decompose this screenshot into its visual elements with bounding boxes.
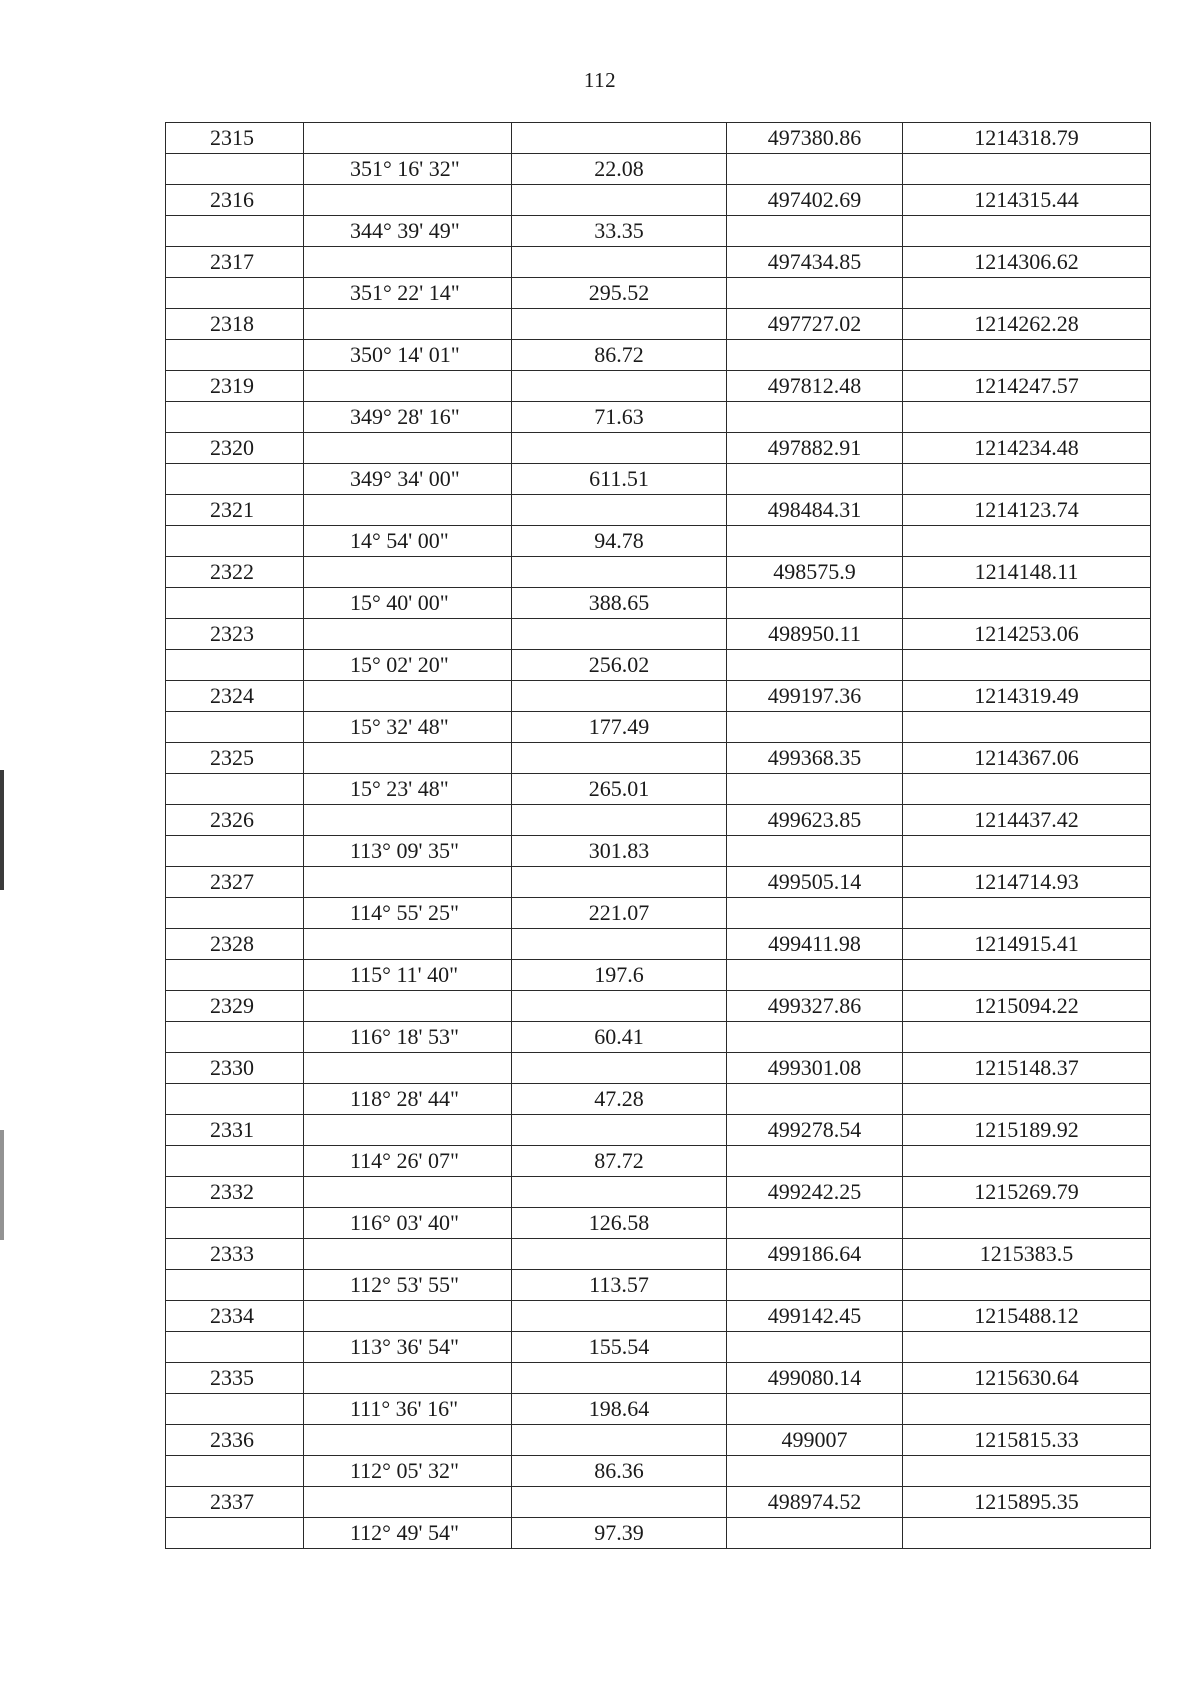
easting-value-cell (903, 1208, 1151, 1239)
northing-value-cell: 499505.14 (727, 867, 903, 898)
bearing-value-cell (304, 805, 512, 836)
bearing-value-cell (304, 1301, 512, 1332)
table-row-station (166, 681, 1151, 712)
easting-value-cell: 1214319.49 (903, 681, 1151, 712)
table-row-course (166, 1270, 1151, 1301)
northing-value-cell: 499242.25 (727, 1177, 903, 1208)
northing-value-cell: 499278.54 (727, 1115, 903, 1146)
station-number-cell (166, 154, 304, 185)
table-row-course (166, 1518, 1151, 1549)
table-row-course (166, 1022, 1151, 1053)
distance-value-cell (512, 867, 727, 898)
distance-value-cell: 60.41 (512, 1022, 727, 1053)
bearing-value-cell: 350° 14' 01" (304, 340, 512, 371)
station-number-cell (166, 774, 304, 805)
easting-value-cell: 1215189.92 (903, 1115, 1151, 1146)
distance-value-cell (512, 123, 727, 154)
easting-value-cell: 1215269.79 (903, 1177, 1151, 1208)
distance-value-cell: 256.02 (512, 650, 727, 681)
northing-value-cell: 499186.64 (727, 1239, 903, 1270)
distance-value-cell: 198.64 (512, 1394, 727, 1425)
bearing-value-cell: 15° 23' 48" (304, 774, 512, 805)
easting-value-cell: 1214123.74 (903, 495, 1151, 526)
easting-value-cell (903, 464, 1151, 495)
station-number-cell (166, 1394, 304, 1425)
bearing-value-cell (304, 991, 512, 1022)
page-number: 112 (583, 68, 617, 92)
distance-value-cell: 87.72 (512, 1146, 727, 1177)
distance-value-cell: 611.51 (512, 464, 727, 495)
northing-value-cell: 499368.35 (727, 743, 903, 774)
distance-value-cell (512, 1425, 727, 1456)
table-row-course (166, 402, 1151, 433)
easting-value-cell: 1214915.41 (903, 929, 1151, 960)
table-row-course (166, 588, 1151, 619)
easting-value-cell: 1215488.12 (903, 1301, 1151, 1332)
bearing-value-cell: 351° 16' 32" (304, 154, 512, 185)
station-number-cell: 2316 (166, 185, 304, 216)
easting-value-cell (903, 836, 1151, 867)
northing-value-cell: 498484.31 (727, 495, 903, 526)
northing-value-cell: 498575.9 (727, 557, 903, 588)
bearing-value-cell: 112° 53' 55" (304, 1270, 512, 1301)
easting-value-cell (903, 216, 1151, 247)
bearing-value-cell: 112° 05' 32" (304, 1456, 512, 1487)
table-row-station (166, 433, 1151, 464)
bearing-value-cell: 349° 28' 16" (304, 402, 512, 433)
station-number-cell (166, 1456, 304, 1487)
bearing-value-cell: 118° 28' 44" (304, 1084, 512, 1115)
bearing-value-cell: 114° 26' 07" (304, 1146, 512, 1177)
northing-value-cell: 497434.85 (727, 247, 903, 278)
easting-value-cell (903, 1332, 1151, 1363)
northing-value-cell (727, 1394, 903, 1425)
station-number-cell: 2326 (166, 805, 304, 836)
table-row-station (166, 743, 1151, 774)
distance-value-cell: 71.63 (512, 402, 727, 433)
distance-value-cell: 265.01 (512, 774, 727, 805)
bearing-value-cell (304, 1115, 512, 1146)
easting-value-cell (903, 650, 1151, 681)
easting-value-cell: 1214367.06 (903, 743, 1151, 774)
scan-margin-mark (0, 1130, 4, 1240)
table-row-station (166, 929, 1151, 960)
distance-value-cell (512, 1115, 727, 1146)
bearing-value-cell: 112° 49' 54" (304, 1518, 512, 1549)
bearing-value-cell: 116° 03' 40" (304, 1208, 512, 1239)
distance-value-cell (512, 247, 727, 278)
bearing-value-cell (304, 743, 512, 774)
station-number-cell: 2329 (166, 991, 304, 1022)
distance-value-cell (512, 557, 727, 588)
station-number-cell: 2333 (166, 1239, 304, 1270)
distance-value-cell (512, 433, 727, 464)
distance-value-cell: 177.49 (512, 712, 727, 743)
distance-value-cell: 221.07 (512, 898, 727, 929)
easting-value-cell: 1214253.06 (903, 619, 1151, 650)
easting-value-cell (903, 340, 1151, 371)
station-number-cell: 2336 (166, 1425, 304, 1456)
station-number-cell (166, 216, 304, 247)
northing-value-cell: 497727.02 (727, 309, 903, 340)
easting-value-cell (903, 898, 1151, 929)
easting-value-cell (903, 1022, 1151, 1053)
bearing-value-cell (304, 1487, 512, 1518)
northing-value-cell: 499080.14 (727, 1363, 903, 1394)
bearing-value-cell: 351° 22' 14" (304, 278, 512, 309)
table-row-course (166, 526, 1151, 557)
station-number-cell (166, 588, 304, 619)
northing-value-cell (727, 526, 903, 557)
bearing-value-cell (304, 433, 512, 464)
station-number-cell (166, 1084, 304, 1115)
northing-value-cell (727, 340, 903, 371)
table-row-station (166, 1301, 1151, 1332)
northing-value-cell (727, 278, 903, 309)
northing-value-cell: 497402.69 (727, 185, 903, 216)
northing-value-cell (727, 402, 903, 433)
station-number-cell: 2330 (166, 1053, 304, 1084)
northing-value-cell (727, 154, 903, 185)
bearing-value-cell: 15° 02' 20" (304, 650, 512, 681)
station-number-cell: 2318 (166, 309, 304, 340)
table-row-course (166, 1146, 1151, 1177)
bearing-value-cell: 113° 36' 54" (304, 1332, 512, 1363)
table-body (166, 123, 1151, 1549)
northing-value-cell: 497882.91 (727, 433, 903, 464)
station-number-cell (166, 836, 304, 867)
bearing-value-cell: 114° 55' 25" (304, 898, 512, 929)
table-row-course (166, 960, 1151, 991)
northing-value-cell: 498950.11 (727, 619, 903, 650)
northing-value-cell (727, 960, 903, 991)
table-row-station (166, 557, 1151, 588)
northing-value-cell (727, 1332, 903, 1363)
bearing-value-cell: 111° 36' 16" (304, 1394, 512, 1425)
easting-value-cell: 1215895.35 (903, 1487, 1151, 1518)
northing-value-cell: 498974.52 (727, 1487, 903, 1518)
station-number-cell (166, 712, 304, 743)
table-row-station (166, 1363, 1151, 1394)
bearing-value-cell (304, 1363, 512, 1394)
bearing-value-cell: 14° 54' 00" (304, 526, 512, 557)
easting-value-cell (903, 526, 1151, 557)
northing-value-cell (727, 464, 903, 495)
table-row-course (166, 1332, 1151, 1363)
station-number-cell: 2325 (166, 743, 304, 774)
distance-value-cell (512, 1177, 727, 1208)
table-row-course (166, 774, 1151, 805)
distance-value-cell (512, 743, 727, 774)
easting-value-cell (903, 712, 1151, 743)
station-number-cell: 2324 (166, 681, 304, 712)
station-number-cell: 2327 (166, 867, 304, 898)
distance-value-cell (512, 991, 727, 1022)
station-number-cell: 2321 (166, 495, 304, 526)
bearing-value-cell (304, 495, 512, 526)
easting-value-cell (903, 402, 1151, 433)
distance-value-cell: 197.6 (512, 960, 727, 991)
bearing-value-cell (304, 1053, 512, 1084)
easting-value-cell (903, 278, 1151, 309)
easting-value-cell: 1215383.5 (903, 1239, 1151, 1270)
distance-value-cell: 388.65 (512, 588, 727, 619)
table-row-station (166, 123, 1151, 154)
table-row-course (166, 278, 1151, 309)
easting-value-cell: 1215094.22 (903, 991, 1151, 1022)
northing-value-cell: 497812.48 (727, 371, 903, 402)
distance-value-cell (512, 185, 727, 216)
station-number-cell: 2323 (166, 619, 304, 650)
station-number-cell: 2319 (166, 371, 304, 402)
distance-value-cell (512, 1053, 727, 1084)
bearing-value-cell (304, 1177, 512, 1208)
table-row-station (166, 309, 1151, 340)
distance-value-cell: 86.72 (512, 340, 727, 371)
station-number-cell (166, 960, 304, 991)
table-row-course (166, 898, 1151, 929)
northing-value-cell: 497380.86 (727, 123, 903, 154)
station-number-cell (166, 650, 304, 681)
easting-value-cell (903, 1084, 1151, 1115)
bearing-value-cell (304, 681, 512, 712)
easting-value-cell (903, 588, 1151, 619)
distance-value-cell: 126.58 (512, 1208, 727, 1239)
bearing-value-cell (304, 309, 512, 340)
distance-value-cell (512, 619, 727, 650)
easting-value-cell (903, 1270, 1151, 1301)
table-row-course (166, 650, 1151, 681)
table-row-station (166, 371, 1151, 402)
northing-value-cell (727, 1022, 903, 1053)
table-row-station (166, 1177, 1151, 1208)
bearing-value-cell: 344° 39' 49" (304, 216, 512, 247)
station-number-cell: 2315 (166, 123, 304, 154)
station-number-cell (166, 1022, 304, 1053)
bearing-value-cell: 115° 11' 40" (304, 960, 512, 991)
easting-value-cell (903, 960, 1151, 991)
easting-value-cell: 1214247.57 (903, 371, 1151, 402)
distance-value-cell (512, 681, 727, 712)
easting-value-cell: 1214306.62 (903, 247, 1151, 278)
station-number-cell: 2331 (166, 1115, 304, 1146)
northing-value-cell (727, 650, 903, 681)
easting-value-cell: 1215815.33 (903, 1425, 1151, 1456)
table-row-course (166, 836, 1151, 867)
table-row-station (166, 619, 1151, 650)
distance-value-cell: 155.54 (512, 1332, 727, 1363)
easting-value-cell (903, 1394, 1151, 1425)
bearing-value-cell (304, 1425, 512, 1456)
distance-value-cell (512, 495, 727, 526)
station-number-cell (166, 1518, 304, 1549)
distance-value-cell: 113.57 (512, 1270, 727, 1301)
table-row-course (166, 1456, 1151, 1487)
table-row-course (166, 712, 1151, 743)
northing-value-cell: 499301.08 (727, 1053, 903, 1084)
survey-coordinates-table (165, 122, 1151, 1549)
station-number-cell (166, 464, 304, 495)
table-row-course (166, 464, 1151, 495)
bearing-value-cell (304, 929, 512, 960)
easting-value-cell: 1215148.37 (903, 1053, 1151, 1084)
station-number-cell (166, 1146, 304, 1177)
table-row-course (166, 1208, 1151, 1239)
table-row-course (166, 216, 1151, 247)
northing-value-cell (727, 1146, 903, 1177)
table-row-station (166, 495, 1151, 526)
bearing-value-cell (304, 557, 512, 588)
distance-value-cell (512, 929, 727, 960)
northing-value-cell: 499327.86 (727, 991, 903, 1022)
table-row-station (166, 247, 1151, 278)
station-number-cell (166, 1270, 304, 1301)
distance-value-cell: 86.36 (512, 1456, 727, 1487)
northing-value-cell (727, 1518, 903, 1549)
distance-value-cell (512, 309, 727, 340)
distance-value-cell (512, 1301, 727, 1332)
bearing-value-cell (304, 1239, 512, 1270)
station-number-cell: 2328 (166, 929, 304, 960)
distance-value-cell: 97.39 (512, 1518, 727, 1549)
bearing-value-cell (304, 185, 512, 216)
northing-value-cell (727, 216, 903, 247)
table-row-station (166, 185, 1151, 216)
northing-value-cell (727, 1084, 903, 1115)
station-number-cell (166, 1208, 304, 1239)
bearing-value-cell (304, 371, 512, 402)
table-row-course (166, 340, 1151, 371)
distance-value-cell: 47.28 (512, 1084, 727, 1115)
distance-value-cell: 301.83 (512, 836, 727, 867)
station-number-cell: 2320 (166, 433, 304, 464)
bearing-value-cell: 116° 18' 53" (304, 1022, 512, 1053)
easting-value-cell: 1214437.42 (903, 805, 1151, 836)
easting-value-cell: 1214262.28 (903, 309, 1151, 340)
bearing-value-cell (304, 619, 512, 650)
easting-value-cell (903, 1146, 1151, 1177)
table-row-station (166, 1053, 1151, 1084)
northing-value-cell (727, 1208, 903, 1239)
scan-margin-mark (0, 770, 4, 890)
northing-value-cell (727, 1456, 903, 1487)
northing-value-cell: 499197.36 (727, 681, 903, 712)
northing-value-cell (727, 588, 903, 619)
distance-value-cell: 22.08 (512, 154, 727, 185)
easting-value-cell: 1214315.44 (903, 185, 1151, 216)
easting-value-cell: 1215630.64 (903, 1363, 1151, 1394)
easting-value-cell (903, 774, 1151, 805)
northing-value-cell: 499623.85 (727, 805, 903, 836)
table-row-course (166, 1394, 1151, 1425)
station-number-cell (166, 278, 304, 309)
station-number-cell (166, 402, 304, 433)
station-number-cell: 2337 (166, 1487, 304, 1518)
easting-value-cell (903, 1456, 1151, 1487)
station-number-cell: 2332 (166, 1177, 304, 1208)
distance-value-cell (512, 805, 727, 836)
easting-value-cell: 1214318.79 (903, 123, 1151, 154)
northing-value-cell (727, 774, 903, 805)
table-row-station (166, 805, 1151, 836)
bearing-value-cell: 349° 34' 00" (304, 464, 512, 495)
bearing-value-cell: 113° 09' 35" (304, 836, 512, 867)
table-row-station (166, 867, 1151, 898)
easting-value-cell (903, 154, 1151, 185)
station-number-cell (166, 526, 304, 557)
distance-value-cell (512, 1487, 727, 1518)
distance-value-cell: 94.78 (512, 526, 727, 557)
northing-value-cell: 499007 (727, 1425, 903, 1456)
table-row-station (166, 1115, 1151, 1146)
bearing-value-cell (304, 867, 512, 898)
distance-value-cell (512, 1363, 727, 1394)
northing-value-cell (727, 836, 903, 867)
table-row-station (166, 991, 1151, 1022)
station-number-cell (166, 1332, 304, 1363)
table-row-station (166, 1425, 1151, 1456)
northing-value-cell: 499411.98 (727, 929, 903, 960)
bearing-value-cell (304, 247, 512, 278)
station-number-cell (166, 340, 304, 371)
station-number-cell: 2334 (166, 1301, 304, 1332)
station-number-cell: 2335 (166, 1363, 304, 1394)
table-row-station (166, 1487, 1151, 1518)
bearing-value-cell (304, 123, 512, 154)
northing-value-cell: 499142.45 (727, 1301, 903, 1332)
distance-value-cell: 295.52 (512, 278, 727, 309)
easting-value-cell: 1214714.93 (903, 867, 1151, 898)
distance-value-cell (512, 371, 727, 402)
easting-value-cell (903, 1518, 1151, 1549)
northing-value-cell (727, 712, 903, 743)
bearing-value-cell: 15° 40' 00" (304, 588, 512, 619)
northing-value-cell (727, 1270, 903, 1301)
easting-value-cell: 1214148.11 (903, 557, 1151, 588)
northing-value-cell (727, 898, 903, 929)
station-number-cell (166, 898, 304, 929)
distance-value-cell (512, 1239, 727, 1270)
station-number-cell: 2322 (166, 557, 304, 588)
bearing-value-cell: 15° 32' 48" (304, 712, 512, 743)
table-row-course (166, 1084, 1151, 1115)
easting-value-cell: 1214234.48 (903, 433, 1151, 464)
table-row-course (166, 154, 1151, 185)
distance-value-cell: 33.35 (512, 216, 727, 247)
table-row-station (166, 1239, 1151, 1270)
station-number-cell: 2317 (166, 247, 304, 278)
